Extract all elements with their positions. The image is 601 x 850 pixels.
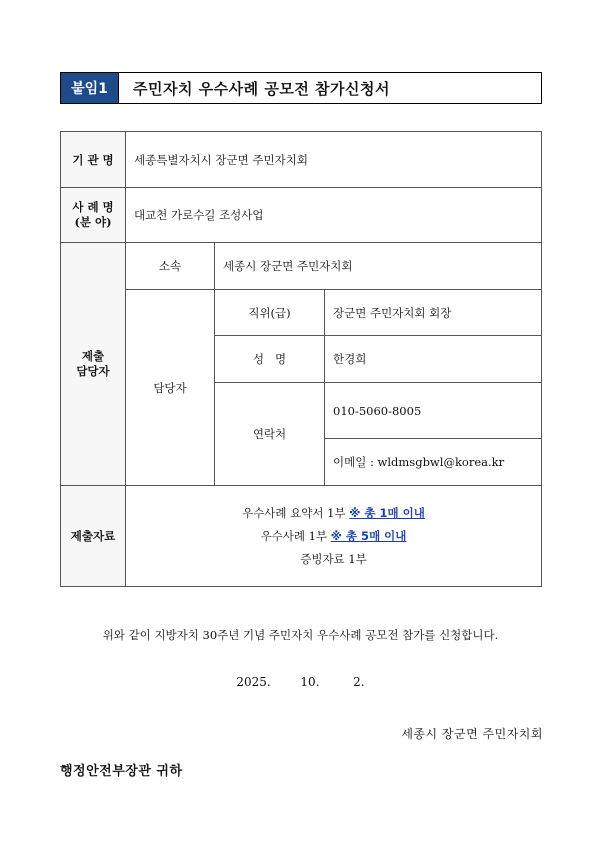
position-label: 직위(급) bbox=[215, 290, 325, 336]
material-item bbox=[126, 502, 541, 525]
materials-list bbox=[126, 486, 542, 587]
submitter-label-line1: 제출 bbox=[81, 349, 105, 363]
name-label: 성 명 bbox=[215, 336, 325, 383]
attachment-tag: 붙임1 bbox=[61, 73, 119, 103]
case-value: 대교천 가로수길 조성사업 bbox=[126, 188, 542, 243]
person-label: 담당자 bbox=[126, 290, 215, 486]
material-item bbox=[126, 548, 541, 571]
application-statement: 위와 같이 지방자치 30주년 기념 주민자치 우수사례 공모전 참가를 신청합니다. bbox=[102, 628, 499, 642]
row-materials bbox=[61, 486, 542, 587]
date-day: 2. bbox=[353, 675, 365, 689]
affiliation-value: 세종시 장군면 주민자치회 bbox=[215, 243, 542, 290]
date-month: 10. bbox=[300, 675, 320, 689]
material-text: 우수사례 1부 bbox=[260, 528, 328, 543]
applicant-organization: 세종시 장군면 주민자치회 bbox=[401, 727, 543, 741]
date-year: 2025. bbox=[236, 675, 271, 689]
application-table bbox=[60, 131, 542, 587]
addressee: 행정안전부장관 귀하 bbox=[60, 764, 183, 779]
material-note: ※ 총 1매 이내 bbox=[349, 505, 425, 520]
phone-value: 010-5060-8005 bbox=[325, 383, 542, 439]
material-item bbox=[126, 525, 541, 548]
row-case bbox=[61, 188, 542, 243]
case-label-line1: 사 례 명 bbox=[72, 200, 114, 214]
row-organization bbox=[61, 132, 542, 188]
org-value: 세종특별자치시 장군면 주민자치회 bbox=[126, 132, 542, 188]
material-note: ※ 총 5매 이내 bbox=[330, 528, 407, 543]
row-position bbox=[61, 290, 542, 336]
materials-label: 제출자료 bbox=[61, 486, 126, 587]
case-label bbox=[61, 188, 126, 243]
position-value: 장군면 주민자치회 회장 bbox=[325, 290, 542, 336]
case-label-line2: (분 야) bbox=[74, 215, 112, 229]
name-value: 한경희 bbox=[325, 336, 542, 383]
submitter-label-line2: 담당자 bbox=[76, 364, 110, 378]
email-value: 이메일 : wldmsgbwl@korea.kr bbox=[325, 439, 542, 486]
material-text: 우수사례 요약서 1부 bbox=[242, 505, 346, 520]
application-date bbox=[0, 675, 601, 689]
form-header bbox=[60, 72, 542, 104]
affiliation-label: 소속 bbox=[126, 243, 215, 290]
row-affiliation bbox=[61, 243, 542, 290]
org-label: 기 관 명 bbox=[61, 132, 126, 188]
form-title: 주민자치 우수사례 공모전 참가신청서 bbox=[133, 79, 391, 98]
contact-label: 연락처 bbox=[215, 383, 325, 486]
submitter-label bbox=[61, 243, 126, 486]
material-text: 증빙자료 1부 bbox=[300, 551, 367, 566]
